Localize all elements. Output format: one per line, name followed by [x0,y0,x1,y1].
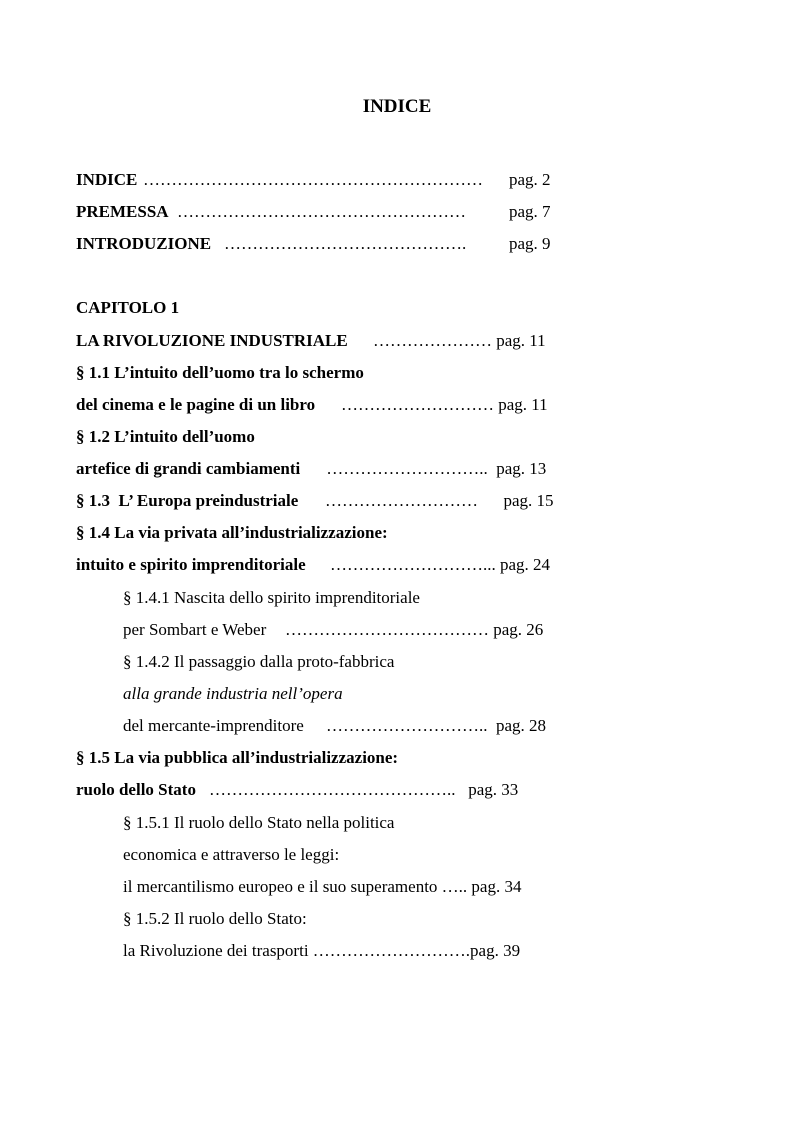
toc-entry-title: § 1.4 La via privata all’industrializzazione: [76,523,388,542]
toc-page: pag. 2 [509,170,551,189]
toc-entry-title: INDICE [76,170,138,189]
toc-leader-page: …………………………………….. pag. 33 [209,780,519,799]
toc-entry-title: § 1.2 L’intuito dell’uomo [76,427,255,446]
toc-subentry-title: § 1.5.1 Il ruolo dello Stato nella politica [123,813,395,832]
toc-entry-title: § 1.5 La via pubblica all’industrializzazione: [76,748,399,767]
toc-subentry-title: § 1.4.1 Nascita dello spirito imprenditoriale [123,588,420,607]
toc-entry-title: § 1.3 L’ Europa preindustriale [76,491,299,510]
toc-subentry-with-page: la Rivoluzione dei trasporti ……………………….pag. 39 [123,941,521,960]
toc-leader: …………………………………………… [177,202,466,221]
toc-subentry-with-page: il mercantilismo europeo e il suo superamento ….. pag. 34 [123,877,522,896]
toc-entry-title: del cinema e le pagine di un libro [76,395,316,414]
toc-leader-page: ……………………….. pag. 13 [322,459,547,478]
page-title: INDICE [362,96,432,117]
toc-subentry-title: per Sombart e Weber [123,620,267,639]
toc-leader-page: ………………… pag. 11 [373,331,546,350]
toc-entry-title: PREMESSA [76,202,169,221]
toc-entry-title: § 1.1 L’intuito dell’uomo tra lo schermo [76,363,364,382]
toc-leader-page: ……………………….. pag. 28 [326,716,547,735]
toc-subentry-title: alla grande industria nell’opera [123,684,343,703]
toc-leader-page: ………………………... pag. 24 [330,555,551,574]
toc-entry-title: INTRODUZIONE [76,234,212,253]
toc-entry-title: LA RIVOLUZIONE INDUSTRIALE [76,331,348,350]
chapter-heading: CAPITOLO 1 [76,298,180,317]
toc-subentry-title: del mercante-imprenditore [123,716,304,735]
toc-page: pag. 7 [509,202,551,221]
toc-subentry-title: § 1.5.2 Il ruolo dello Stato: [123,909,307,928]
toc-subentry-title: economica e attraverso le leggi: [123,845,340,864]
toc-entry-title: artefice di grandi cambiamenti [76,459,301,478]
toc-subentry-title: § 1.4.2 Il passaggio dalla proto-fabbrica [123,652,395,671]
toc-leader-page: ……………………………… pag. 26 [285,620,544,639]
toc-entry-title: ruolo dello Stato [76,780,196,799]
toc-leader: ……………………………………. [224,234,467,253]
toc-entry-title: intuito e spirito imprenditoriale [76,555,306,574]
toc-leader-page: ……………………… pag. 11 [341,395,548,414]
toc-leader-page: ……………………… pag. 15 [325,491,554,510]
toc-leader: …………………………………………………… [143,170,483,189]
toc-page: pag. 9 [509,234,551,253]
